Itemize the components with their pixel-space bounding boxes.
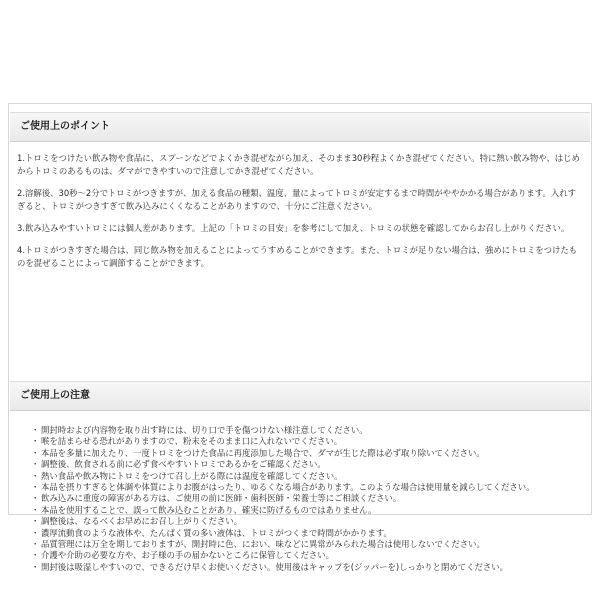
- bullet-icon: ・: [31, 493, 40, 504]
- usage-point-1: 1.トロミをつけたい飲み物や食品に、スプーンなどでよくかき混ぜながら加え、そのまま30秒程よくかき混ぜてください。特に熱い飲み物や、はじめからトロミのあるものは、ダマができやすいので注意してかき混ぜてください。: [17, 153, 580, 176]
- caution-item: [31, 425, 581, 436]
- usage-cautions-list: [31, 425, 581, 573]
- caution-item: [31, 493, 581, 504]
- caution-item: [31, 528, 581, 539]
- caution-text: 本品を摂りすぎると体調や体質によりお腹がはったり、ゆるくなる場合があります。このような場合は使用量を減らしてください。: [41, 482, 535, 493]
- caution-text: 喉を詰まらせる恐れがありますので、粉末をそのまま口に入れないでください。: [41, 436, 343, 447]
- usage-info-panel: [8, 103, 592, 572]
- bullet-icon: ・: [31, 504, 40, 515]
- caution-item: [31, 448, 581, 459]
- caution-text: 品質管理には万全を期しておりますが、開封時に色、におい、味などに異常がみられた場合は使用しないでください。: [41, 539, 485, 550]
- bullet-icon: ・: [31, 539, 40, 550]
- caution-text: 開封後は吸湿しやすいので、できるだけ早くお使いください。使用後はキャップを(ジッパーを)しっかりと閉めてください。: [41, 561, 508, 572]
- caution-item: [31, 505, 581, 516]
- section-header-usage-cautions: ご使用上の注意: [10, 381, 590, 411]
- bullet-icon: ・: [31, 527, 40, 538]
- bullet-icon: ・: [31, 459, 40, 470]
- caution-text: 介護や介助の必要な方や、お子様の手の届かないところに保管してください。: [41, 550, 334, 561]
- caution-item: [31, 436, 581, 447]
- caution-item: [31, 516, 581, 527]
- bullet-icon: ・: [31, 447, 40, 458]
- bullet-icon: ・: [31, 425, 40, 435]
- caution-text: 飲み込みに重度の障害がある方は、ご使用の前に医師・歯科医師・栄養士等にご相談ください。: [41, 493, 402, 504]
- caution-item: [31, 459, 581, 470]
- caution-text: 調整後は、なるべくお早めにお召し上がりください。: [41, 516, 242, 527]
- usage-point-3: 3.飲み込みやすいトロミには個人差があります。上記の「トロミの目安」を参考にして加え、トロミの状態を確認してからお召し上がりください。: [17, 223, 570, 233]
- usage-points-list: [17, 152, 581, 270]
- bullet-icon: ・: [31, 470, 40, 481]
- caution-text: 濃厚流動食のような液体や、たんぱく質の多い液体は、トロミがつくまで時間がかかります。: [41, 527, 392, 538]
- section-header-usage-points: ご使用上のポイント: [10, 112, 590, 142]
- caution-text: 本品を使用することで、誤って飲み込むことがあり、確実に防げるものではありません。: [41, 504, 377, 515]
- caution-text: 調整後、飲食される前に必ず食べやすいトロミであるかをご確認ください。: [41, 459, 326, 470]
- caution-text: 本品を多量に加えたり、一度トロミをつけた食品に再度添加した場合で、ダマが生じた際は必ず取り除いてください。: [41, 447, 485, 458]
- usage-point-2: 2.溶解後、30秒～2分でトロミがつきますが、加える食品の種類、温度、量によってトロミが安定するまで時間がややかかる場合があります。入れすぎると、トロミがつきすぎて飲み込みにくくなることがありますので、十分にご注意ください。: [17, 188, 576, 211]
- bullet-icon: ・: [31, 482, 40, 493]
- caution-item: [31, 471, 581, 482]
- usage-point-4: 4.トロミがつきすぎた場合は、同じ飲み物を加えることによってうすめることができます。また、トロミが足りない場合は、強めにトロミをつけたものを混ぜることによって調節することができます。: [17, 245, 578, 268]
- bullet-icon: ・: [31, 550, 40, 561]
- caution-text: 熱い食品や飲み物にトロミをつけて召し上がる際には温度を確認してください。: [41, 470, 343, 481]
- bullet-icon: ・: [31, 436, 40, 447]
- caution-item: [31, 562, 581, 573]
- caution-item: [31, 482, 581, 493]
- caution-text: 開封時および内容物を取り出す時には、切り口で手を傷つけない様注意してください。: [41, 425, 368, 435]
- caution-item: [31, 550, 581, 561]
- bullet-icon: ・: [31, 561, 40, 572]
- bullet-icon: ・: [31, 516, 40, 527]
- caution-item: [31, 539, 581, 550]
